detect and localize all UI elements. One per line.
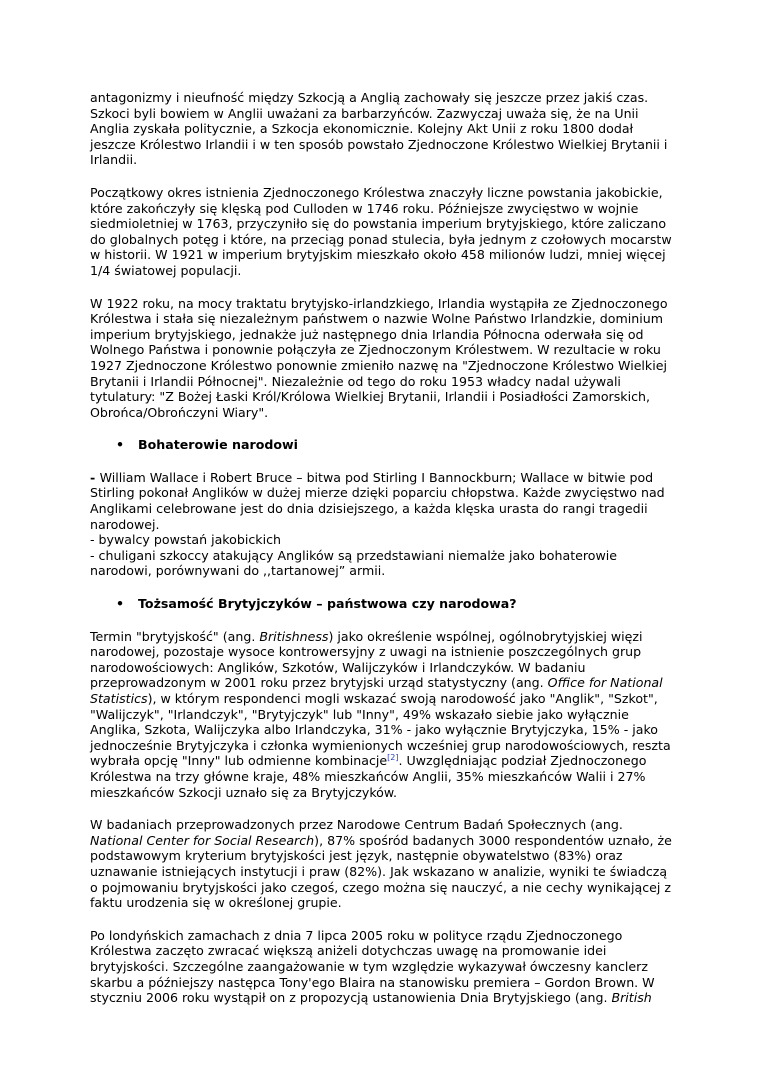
paragraph-early-period: Początkowy okres istnienia Zjednoczonego Królestwa znaczyły liczne powstania jakobickie, które zakończyły się klęską pod Culloden w 1746 roku. Późniejsze zwycięstwo w wojnie siedmioletniej w 1763, przyczyniło się do powstania imperium brytyjskiego, które zaliczano do globalnych potęg i które, na przeciąg ponad stulecia, była jednym z czołowych mocarstw w historii. W 1921 w imperium brytyjskim mieszkało około 458 milionów ludzi, mniej więcej 1/4 światowej populacji. (90, 184, 672, 278)
italic-term: National Center for Social Research (90, 832, 315, 848)
list-text: William Wallace i Robert Bruce – bitwa pod Stirling I Bannockburn; Wallace w bitwie pod Stirling pokonał Anglików w dużej mierze dzięki poparciu chłopstwa. Każde zwycięstwo nad Anglikami celebrowane jest do dnia dzisiejszego, a każda klęska urasta do rangi tragedii narodowej. (90, 469, 665, 532)
italic-term: Britishness (259, 628, 329, 644)
paragraph-research-center (90, 817, 672, 911)
text-segment: Termin "brytyjskość" (ang. (90, 628, 260, 644)
heading-text: Bohaterowie narodowi (138, 437, 298, 453)
dash-marker: - (90, 469, 100, 485)
footnote-link[interactable]: [2] (387, 753, 399, 763)
bullet-icon: • (116, 437, 125, 453)
bullet-icon: • (116, 596, 125, 612)
text-segment: ) jako określenie wspólnej, ogólnobrytyjskiej więzi narodowej, pozostaje wysoce kontrowersyjny z uwagi na istnienie poszczególnych grup narodowościowych: Anglików, Szkotów, Walijczyków i Irlandczyków. W badaniu przeprowadzonym w 2001 roku przez brytyjski urząd statystyczny (ang. (90, 628, 643, 691)
list-item-wallace (90, 470, 672, 532)
paragraph-union: antagonizmy i nieufność między Szkocją a Anglią zachowały się jeszcze przez jakiś czas. Szkoci byli bowiem w Anglii uważani za barbarzyńców. Zazwyczaj uważa się, że na Unii Anglia zyskała politycznie, a Szkocja ekonomicznie. Kolejny Akt Unii z roku 1800 dodał jeszcze Królestwo Irlandii i w ten sposób powstało Zjednoczone Królestwo Wielkiej Brytanii i Irlandii. (90, 90, 668, 168)
paragraph-britishness (90, 629, 672, 801)
text-segment: . Uwzględniając podział Zjednoczonego Królestwa na trzy główne kraje, 48% mieszkańców Anglii, 35% mieszkańców Walii i 27% mieszkańców Szkocji uznało się za Brytyjczyków. (90, 753, 647, 800)
list-item-hooligans: - chuligani szkoccy atakujący Anglików są przedstawiani niemalże jako bohaterowie narodowi, porównywani do ,,tartanowej” armii. (90, 547, 618, 579)
text-segment: ), 87% spośród badanych 3000 respondentów uznało, że podstawowym kryterium brytyjskości jest język, następnie obywatelstwo (83%) oraz uznawanie istniejących instytucji i praw (82%). Jak wskazano w analizie, wyniki te świadczą o pojmowaniu brytyjskości jako czegoś, czego można się nauczyć, a nie cechy wynikającej z faktu urodzenia się w określonej grupie. (90, 832, 672, 911)
heading-national-heroes (90, 437, 672, 453)
list-item-jacobites: - bywalcy powstań jakobickich (90, 532, 281, 548)
paragraph-irish-independence: W 1922 roku, na mocy traktatu brytyjsko-irlandzkiego, Irlandia wystąpiła ze Zjednoczonego Królestwa i stała się niezależnym państwem o nazwie Wolne Państwo Irlandzkie, dominium imperium brytyjskiego, jednakże już następnego dnia Irlandia Północna oderwała się od Wolnego Państwa i ponownie połączyła ze Zjednoczonym Królestwem. W rezultacie w roku 1927 Zjednoczone Królestwo ponownie zmieniło nazwę na "Zjednoczone Królestwo Wielkiej Brytanii i Irlandii Północnej". Niezależnie od tego do roku 1953 władcy nadal używali tytulatury: "Z Bożej Łaski Król/Królowa Wielkiej Brytanii, Irlandii i Posiadłości Zamorskich, Obrońca/Obrończyni Wiary". (90, 295, 668, 420)
italic-term: Office for National Statistics (90, 675, 663, 706)
italic-term: British (611, 990, 652, 1006)
paragraph-london-bombings (90, 928, 672, 1006)
text-segment: W badaniach przeprowadzonych przez Narodowe Centrum Badań Społecznych (ang. (90, 817, 623, 833)
heading-text: Tożsamość Brytyjczyków – państwowa czy narodowa? (138, 596, 517, 612)
text-segment: ), w którym respondenci mogli wskazać swoją narodowość jako "Anglik", "Szkot", "Walijczyk", "Irlandczyk", "Brytyjczyk" lub "Inny", 49% wskazało siebie jako wyłącznie Anglika, Szkota, Walijczyka albo Irlandczyka, 31% - jako wyłącznie Brytyjczyka, 15% - jako jednocześnie Brytyjczyka i członka wymienionych wcześniej grup narodowościowych, reszta wybrała opcję "Inny" lub odmienne kombinacje (90, 691, 671, 769)
text-segment: Po londyńskich zamachach z dnia 7 lipca 2005 roku w polityce rządu Zjednoczonego Królestwa zaczęto zwracać większą aniżeli dotychczas uwagę na promowanie idei brytyjskości. Szczególne zaangażowanie w tym względzie wykazywał ówczesny kanclerz skarbu a późniejszy następca Tony'ego Blaira na stanowisku premiera – Gordon Brown. W styczniu 2006 roku wystąpił on z propozycją ustanowienia Dnia Brytyjskiego (ang. (90, 927, 655, 1006)
heading-british-identity (90, 596, 672, 612)
